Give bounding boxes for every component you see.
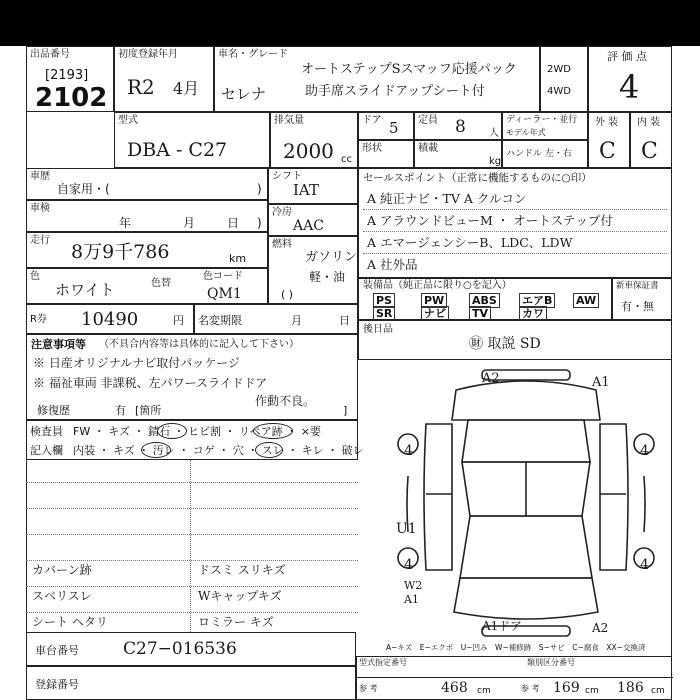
mark-a1: A1 — [404, 593, 419, 606]
equip-airbag: エアB — [519, 293, 555, 308]
shaken-day: 日 — [227, 216, 240, 230]
equip-leather: カワ — [519, 306, 547, 321]
grade-box — [214, 46, 540, 112]
inspector-row2: 内装 ・ キズ ・ 汚レ ・ コゲ ・ 穴 ・ スレ ・ キレ ・ 破レ — [73, 444, 364, 457]
mark-a1-front: A1 — [592, 375, 610, 390]
grade-label: 車名・グレード — [218, 49, 288, 60]
mark-u1: U1 — [396, 521, 417, 537]
mileage-label: 走行 — [30, 235, 50, 246]
color-change-label: 色替 — [151, 278, 171, 289]
recycle-label: R券 — [30, 314, 47, 325]
first-reg-box — [114, 46, 214, 112]
circle-mark-4 — [255, 442, 283, 458]
ext-label: 外 装 — [595, 117, 619, 128]
shape-box — [358, 140, 414, 168]
equip-pw: PW — [421, 293, 447, 308]
disp-label: 排気量 — [274, 115, 304, 126]
lot-label: 出品番号 — [30, 49, 70, 60]
tire-mark-fl: 4 — [404, 443, 413, 459]
reg-label: 登録番号 — [35, 678, 79, 691]
hand-note-5: Wキャップキズ — [198, 589, 282, 603]
equip-sr: SR — [373, 306, 395, 321]
meigi-label: 名変期限 — [198, 314, 242, 327]
meigi-row — [194, 304, 358, 334]
hand-note-2: スベリスレ — [32, 589, 92, 603]
int-label: 内 装 — [637, 117, 661, 128]
hand-note-4: ドスミ スリキズ — [198, 563, 286, 577]
recycle-value: 10490 — [81, 309, 139, 330]
fuel-label: 燃料 — [272, 239, 292, 250]
equip-ps: PS — [373, 293, 395, 308]
tire-mark-rr: 4 — [640, 557, 649, 573]
meigi-day: 日 — [339, 314, 350, 327]
equip-aw: AW — [573, 293, 599, 308]
length-unit: cm — [477, 686, 491, 696]
shaken-row — [26, 200, 268, 232]
model-no-label: 型式指定番号 — [359, 658, 407, 667]
hand-note-6: ロミラー キズ — [198, 615, 274, 629]
score-label: 評 価 点 — [607, 50, 647, 63]
lot-sub: [2193] — [45, 68, 89, 83]
equip-abs: ABS — [469, 293, 500, 308]
exterior-box — [588, 112, 630, 168]
displacement-box — [270, 112, 358, 168]
shape-label: 形状 — [362, 143, 382, 154]
circle-mark-1 — [157, 423, 187, 439]
repair-has: 有 — [115, 404, 126, 417]
mark-a2-rear: A2 — [592, 621, 609, 635]
equip-tv: TV — [469, 306, 491, 321]
ac-label: 冷房 — [272, 207, 292, 218]
recycle-unit: 円 — [173, 314, 184, 327]
cap-value: 8 — [455, 117, 466, 137]
color-row — [26, 268, 268, 304]
notes-line1: ※ 日産オリジナルナビ取付パッケージ — [33, 356, 240, 370]
sales-box — [358, 168, 672, 278]
width-value: 169 — [553, 680, 580, 696]
mark-w2: W2 — [404, 579, 423, 592]
shaken-close: ) — [257, 216, 262, 230]
meigi-month: 月 — [291, 314, 302, 327]
height-value: 186 — [617, 680, 644, 696]
shaken-year: 年 — [119, 216, 132, 230]
shift-value: IAT — [293, 181, 319, 199]
reg-row — [26, 666, 356, 700]
notes-box — [26, 334, 358, 420]
first-reg-label: 初度登録年月 — [118, 49, 178, 60]
color-code-value: QM1 — [207, 286, 242, 302]
load-box — [414, 140, 502, 168]
chassis-row — [26, 632, 356, 666]
notes-sub: （不具合内容等は具体的に記入して下さい） — [99, 339, 299, 350]
sales-item-2: A アラウンドビューM ・ オートステップ付 — [367, 213, 613, 228]
cap-unit: 人 — [489, 128, 499, 139]
color-label: 色 — [30, 271, 40, 282]
drive-4wd: 4WD — [547, 86, 571, 97]
disp-value: 2000 — [283, 139, 334, 163]
ref-label-1: 参 考 — [359, 684, 378, 693]
mark-a2-front: A2 — [482, 371, 500, 386]
rear-label: 後日品 — [363, 324, 393, 335]
mileage-row — [26, 232, 268, 268]
first-reg-era: R2 — [127, 75, 155, 99]
equip-navi: ナビ — [421, 306, 449, 321]
equip-box — [358, 278, 612, 320]
damage-legend: A−キズ E−エクボ U−凹み W−補修跡 S−サビ C−腐食 XX−交換済 — [386, 643, 646, 652]
drive-2wd: 2WD — [547, 64, 571, 75]
lined-notes-area — [26, 460, 358, 632]
interior-box — [630, 112, 672, 168]
inspector-label: 検査員 — [30, 425, 63, 438]
lot-number: 2102 — [35, 83, 108, 113]
owner-row — [26, 168, 268, 200]
tire-mark-rl: 4 — [404, 557, 413, 573]
type-box — [114, 112, 270, 168]
repair-place: [箇所 — [135, 404, 162, 417]
repair-close: ] — [343, 404, 348, 417]
mileage-unit: km — [229, 252, 247, 265]
width-unit: cm — [585, 686, 599, 696]
handle-label: ハンドル 左・右 — [506, 149, 572, 159]
top-black-band — [0, 0, 700, 46]
rear-items-box — [358, 320, 672, 360]
class-no-label: 類別区分番号 — [527, 658, 575, 667]
fuel-paren: ( ) — [281, 288, 294, 301]
score-value: 4 — [619, 68, 640, 106]
circle-mark-2 — [253, 423, 293, 439]
ref-label-2: 参 考 — [521, 684, 540, 693]
chassis-label: 車台番号 — [35, 644, 79, 657]
dealer-label: ディーラー・並行 — [506, 115, 578, 125]
door-box — [358, 112, 414, 140]
mark-a1-door: A1ドア — [482, 619, 522, 633]
shift-label: シフト — [272, 171, 302, 182]
sales-item-4: A 社外品 — [367, 257, 418, 272]
load-label: 積載 — [418, 143, 438, 154]
shift-box — [268, 168, 358, 204]
sales-item-1: A 純正ナビ・TV A クルコン — [367, 191, 527, 206]
new-warranty-value: 有・無 — [621, 300, 654, 313]
recycle-row — [26, 304, 194, 334]
model-year-label: モデル年式 — [506, 128, 546, 137]
hand-note-1: カバーン跡 — [32, 563, 92, 577]
type-label: 型式 — [118, 115, 138, 126]
fuel-light: 軽・油 — [309, 270, 346, 284]
dealer-box — [502, 112, 588, 140]
score-box — [588, 46, 672, 112]
notes-line2: ※ 福祉車両 非課税、左パワースライドドア — [33, 376, 268, 390]
rear-value: ㊖ 取説 SD — [469, 336, 541, 352]
first-reg-month: 4月 — [173, 79, 200, 98]
inspector-row1: FW ・ キズ ・ 錆石 ・ ヒビ割 ・ リペア跡 ・ ×要 — [73, 425, 321, 438]
int-score: C — [641, 139, 658, 164]
length-value: 468 — [441, 680, 468, 696]
chassis-value: C27−016536 — [123, 639, 237, 659]
hand-note-3: シート ヘタリ — [32, 615, 108, 629]
equip-title: 装備品（純正品に限り○を記入） — [363, 280, 512, 291]
tire-mark-fr: 4 — [640, 443, 649, 459]
model-name: セレナ — [221, 85, 267, 103]
spec-row — [356, 656, 672, 700]
ac-box — [268, 204, 358, 236]
sales-title: セールスポイント（正常に機能するものに○印） — [363, 172, 592, 184]
color-code-label: 色コード — [203, 271, 243, 282]
ext-score: C — [599, 139, 616, 164]
new-warranty-label: 新車保証書 — [616, 281, 659, 291]
circle-mark-3 — [141, 442, 171, 458]
handle-box — [502, 140, 588, 168]
fuel-value: ガソリン — [305, 250, 358, 265]
owner-value: 自家用・( — [57, 182, 110, 196]
type-value: DBA - C27 — [127, 139, 228, 161]
disp-unit: cc — [341, 154, 352, 165]
grade-line1: オートステップSスマッフ応援パック — [301, 62, 517, 77]
entry-label: 記入欄 — [30, 444, 63, 457]
door-value: 5 — [389, 119, 399, 137]
owner-close: ) — [257, 182, 262, 196]
notes-label: 注意事項等 — [31, 338, 86, 351]
new-warranty-box — [612, 278, 672, 320]
cap-label: 定員 — [418, 115, 438, 126]
inspector-box — [26, 420, 364, 460]
repair-label: 修復歴 — [37, 404, 70, 417]
color-value: ホワイト — [55, 281, 115, 299]
drive-box — [540, 46, 588, 112]
shaken-month: 月 — [183, 216, 196, 230]
door-label: ドア — [362, 115, 382, 126]
shaken-label: 車検 — [30, 203, 50, 214]
auction-sheet — [26, 46, 672, 700]
mileage-value: 8万9千786 — [71, 241, 170, 263]
sales-item-3: A エマージェンシーB、LDC、LDW — [367, 235, 573, 250]
grade-line2: 助手席スライドアップシート付 — [305, 84, 485, 99]
notes-line3: 作動不良。 — [255, 394, 316, 408]
lot-box — [26, 46, 114, 112]
capacity-box — [414, 112, 502, 140]
load-unit: kg — [489, 156, 502, 167]
owner-label: 車歴 — [30, 171, 50, 182]
car-body-diagram — [386, 364, 666, 642]
height-unit: cm — [651, 686, 665, 696]
fuel-box — [268, 236, 358, 304]
ac-value: AAC — [293, 218, 324, 234]
